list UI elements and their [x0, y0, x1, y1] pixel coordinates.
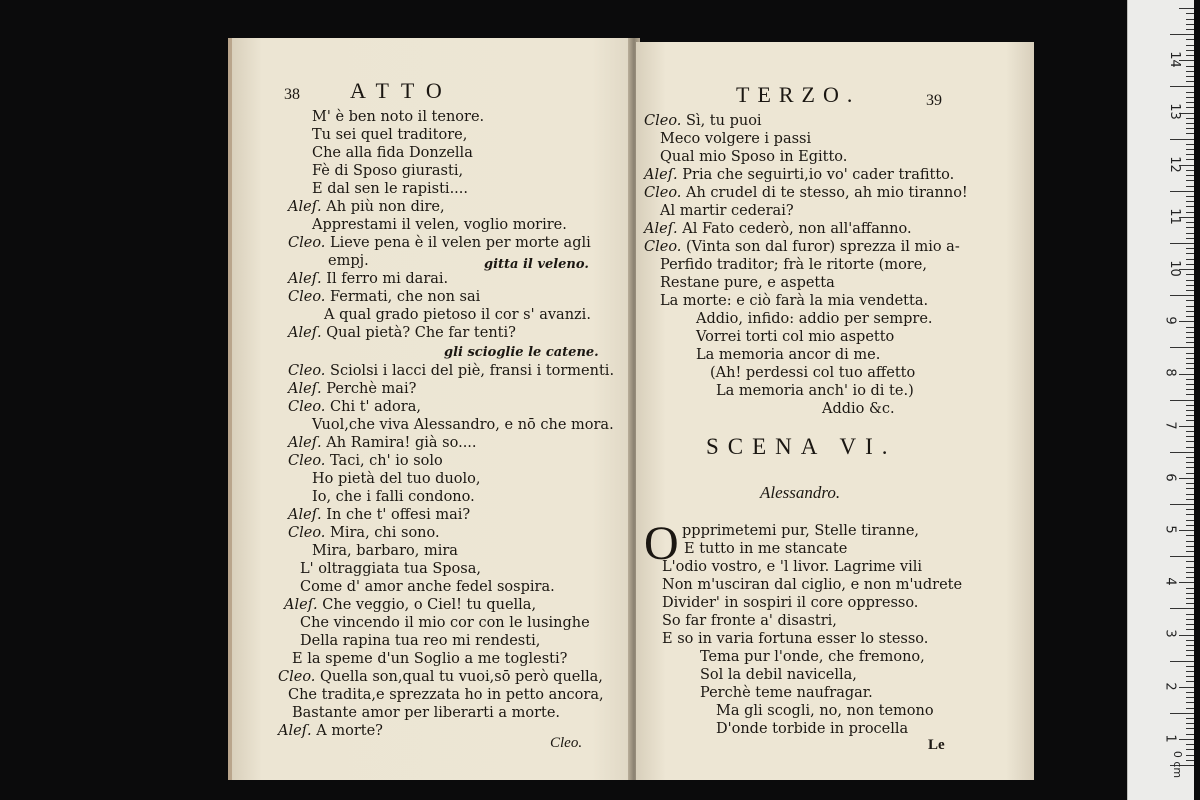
text-line: Aleſ. A morte? — [278, 723, 383, 739]
ruler-tick — [1186, 337, 1194, 338]
verse-line: Non m'usciran dal ciglio, e non m'udrete — [662, 577, 963, 593]
ruler-tick — [1179, 321, 1194, 322]
ruler-tick — [1186, 567, 1194, 568]
ruler-tick — [1179, 478, 1194, 479]
text-line: Aleſ. Perchè mai? — [288, 381, 417, 397]
ruler-tick — [1186, 473, 1194, 474]
ruler-tick — [1170, 243, 1194, 244]
ruler-label: 9 — [1162, 316, 1178, 325]
text-line: Cleo. Sciolsi i lacci del piè, fransi i tormenti. — [288, 363, 615, 379]
ruler-tick — [1179, 530, 1194, 531]
verse-line: ppprimetemi pur, Stelle tiranne, — [682, 523, 920, 539]
ruler-tick — [1186, 133, 1194, 134]
text-line: E la speme d'un Soglio a me toglesti? — [292, 651, 568, 667]
verse-line: Ma gli scogli, no, non temono — [716, 703, 934, 719]
ruler-tick — [1186, 384, 1194, 385]
ruler-tick — [1186, 734, 1194, 735]
ruler-label: 10 — [1166, 260, 1182, 277]
ruler-tick — [1186, 290, 1194, 291]
ruler-tick — [1186, 394, 1194, 395]
ruler-tick — [1186, 697, 1194, 698]
ruler-tick — [1170, 713, 1194, 714]
text-line: Aleſ. Ah Ramira! già so.... — [288, 435, 477, 451]
ruler-label: 7 — [1162, 420, 1178, 430]
ruler-tick — [1186, 175, 1194, 176]
ruler-tick — [1186, 462, 1194, 463]
text-line: Vorrei torti col mio aspetto — [696, 329, 895, 345]
ruler-tick — [1186, 186, 1194, 187]
ruler-tick — [1186, 300, 1194, 301]
ruler-tick — [1186, 572, 1194, 573]
text-line: Bastante amor per liberarti a morte. — [292, 705, 561, 721]
ruler-tick — [1186, 588, 1194, 589]
verse-line: So far fronte a' disastri, — [662, 613, 837, 629]
ruler-label: 11 — [1166, 208, 1182, 225]
ruler-tick — [1186, 551, 1194, 552]
ruler-tick — [1186, 415, 1194, 416]
verse-line: Divider' in sospiri il core oppresso. — [662, 595, 919, 611]
ruler-tick — [1186, 509, 1194, 510]
ruler-tick — [1186, 379, 1194, 380]
ruler-tick — [1186, 520, 1194, 521]
ruler-label: 6 — [1162, 473, 1178, 482]
character-name: Alessandro. — [760, 483, 841, 502]
text-line: Mira, barbaro, mira — [312, 543, 458, 559]
ruler-tick — [1186, 206, 1194, 207]
ruler-tick — [1186, 332, 1194, 333]
text-line: Tu sei quel traditore, — [312, 127, 468, 143]
ruler-tick — [1186, 102, 1194, 103]
ruler-label: 1 — [1162, 734, 1178, 743]
text-line: Cleo. Quella son,qual tu vuoi,sō però quella, — [278, 669, 603, 685]
text-line: Aleſ. Che veggio, o Ciel! tu quella, — [284, 597, 537, 613]
text-line: La memoria anch' io di te.) — [716, 383, 914, 399]
ruler-tick — [1179, 687, 1194, 688]
text-line: La morte: e ciò farà la mia vendetta. — [660, 293, 929, 309]
ruler-tick — [1186, 55, 1194, 56]
text-line: Che vincendo il mio cor con le lusinghe — [300, 615, 590, 631]
ruler-tick — [1186, 248, 1194, 249]
text-line: Fè di Sposo giurasti, — [312, 163, 464, 179]
ruler-tick — [1170, 608, 1194, 609]
ruler-tick — [1186, 692, 1194, 693]
ruler-tick — [1186, 755, 1194, 756]
stage-direction: gitta il veleno. — [484, 257, 589, 272]
ruler-label: 14 — [1166, 51, 1182, 68]
ruler-tick — [1186, 650, 1194, 651]
ruler-tick — [1186, 624, 1194, 625]
ruler-tick — [1186, 274, 1194, 275]
ruler-tick — [1186, 107, 1194, 108]
ruler-tick — [1186, 546, 1194, 547]
ruler-tick — [1186, 666, 1194, 667]
catchword: Cleo. — [550, 735, 583, 751]
ruler-tick — [1186, 222, 1194, 223]
text-line: Cleo. Ah crudel di te stesso, ah mio tiranno! — [644, 185, 968, 201]
text-line: Addio &c. — [822, 401, 895, 417]
text-line: Cleo. Sì, tu puoi — [644, 113, 762, 129]
ruler-tick — [1186, 353, 1194, 354]
ruler-label: 13 — [1166, 103, 1182, 121]
text-line: M' è ben noto il tenore. — [312, 109, 485, 125]
ruler-tick — [1186, 24, 1194, 25]
ruler-tick — [1186, 457, 1194, 458]
ruler-tick — [1186, 447, 1194, 448]
scene-title: SCENA VI. — [706, 434, 897, 459]
ruler-tick — [1186, 561, 1194, 562]
verse-line: Tema pur l'onde, che fremono, — [700, 649, 925, 665]
ruler-tick — [1170, 504, 1194, 505]
ruler-tick — [1186, 19, 1194, 20]
ruler-tick — [1186, 499, 1194, 500]
ruler-tick — [1186, 436, 1194, 437]
ruler-tick — [1186, 39, 1194, 40]
ruler-tick — [1186, 681, 1194, 682]
ruler-tick — [1186, 420, 1194, 421]
ruler-tick — [1186, 598, 1194, 599]
ruler-tick — [1170, 347, 1194, 348]
verse-line: Perchè teme naufragar. — [700, 685, 873, 701]
text-line: Addio, infido: addio per sempre. — [696, 311, 933, 327]
ruler-label: 5 — [1162, 525, 1178, 534]
ruler-tick — [1179, 374, 1194, 375]
ruler-tick — [1186, 645, 1194, 646]
text-line: Aleſ. Il ferro mi darai. — [288, 271, 449, 287]
ruler-tick — [1186, 488, 1194, 489]
ruler-tick — [1186, 123, 1194, 124]
page-number: 38 — [284, 86, 300, 103]
ruler-tick — [1186, 577, 1194, 578]
ruler-tick — [1170, 139, 1194, 140]
text-line: Qual mio Sposo in Egitto. — [660, 149, 848, 165]
ruler-tick — [1186, 128, 1194, 129]
ruler-tick — [1186, 306, 1194, 307]
text-line: La memoria ancor di me. — [696, 347, 881, 363]
ruler-tick — [1186, 180, 1194, 181]
text-line: Restane pure, e aspetta — [660, 275, 835, 291]
ruler-tick — [1186, 760, 1194, 761]
text-line: Che tradita,e sprezzata ho in petto ancora, — [288, 687, 604, 703]
ruler-label: 12 — [1166, 155, 1182, 173]
verse-line: E tutto in me stancate — [684, 541, 848, 557]
ruler-tick — [1186, 718, 1194, 719]
text-line: Al martir cederai? — [660, 203, 794, 219]
ruler-tick — [1186, 97, 1194, 98]
ruler-tick — [1186, 342, 1194, 343]
ruler-tick — [1170, 191, 1194, 192]
text-line: L' oltraggiata tua Sposa, — [300, 561, 481, 577]
ruler-tick — [1186, 358, 1194, 359]
ruler-tick — [1186, 50, 1194, 51]
text-line: Aleſ. Qual pietà? Che far tenti? — [288, 325, 516, 341]
verse-line: Sol la debil navicella, — [700, 667, 857, 683]
ruler-tick — [1186, 238, 1194, 239]
ruler-tick — [1186, 13, 1194, 14]
ruler-tick — [1186, 227, 1194, 228]
ruler-tick — [1186, 285, 1194, 286]
running-head: ATTO — [350, 78, 454, 103]
ruler-tick — [1186, 405, 1194, 406]
ruler-tick — [1186, 676, 1194, 677]
ruler-tick — [1186, 640, 1194, 641]
measuring-ruler — [1127, 0, 1194, 800]
ruler-tick — [1179, 582, 1194, 583]
right-page — [636, 42, 1034, 780]
ruler-tick — [1186, 201, 1194, 202]
ruler-tick — [1186, 144, 1194, 145]
text-line: Cleo. Fermati, che non sai — [288, 289, 481, 305]
ruler-tick — [1186, 655, 1194, 656]
ruler-tick — [1186, 316, 1194, 317]
ruler-tick — [1186, 483, 1194, 484]
ruler-label: 2 — [1162, 681, 1178, 691]
running-head: TERZO. — [736, 82, 861, 107]
ruler-tick — [1186, 593, 1194, 594]
ruler-tick — [1186, 410, 1194, 411]
text-line: E dal sen le rapisti.... — [312, 181, 469, 197]
ruler-tick — [1186, 749, 1194, 750]
ruler-tick — [1170, 295, 1194, 296]
ruler-tick — [1170, 556, 1194, 557]
ruler-tick — [1170, 661, 1194, 662]
ruler-tick — [1186, 154, 1194, 155]
text-line: Cleo. (Vinta son dal furor) sprezza il mio a- — [644, 239, 960, 255]
ruler-tick — [1186, 363, 1194, 364]
ruler-tick — [1186, 81, 1194, 82]
ruler-tick — [1179, 8, 1194, 9]
ruler-tick — [1186, 431, 1194, 432]
ruler-tick — [1186, 494, 1194, 495]
ruler-unit-label: 0 cm — [1171, 750, 1185, 779]
ruler-tick — [1186, 671, 1194, 672]
text-line: Perfido traditor; frà le ritorte (more, — [660, 257, 927, 273]
text-line: A qual grado pietoso il cor s' avanzi. — [324, 307, 591, 323]
page-number: 39 — [926, 92, 942, 109]
ruler-tick — [1179, 635, 1194, 636]
ruler-tick — [1186, 118, 1194, 119]
ruler-tick — [1186, 212, 1194, 213]
ruler-tick — [1186, 264, 1194, 265]
ruler-tick — [1186, 614, 1194, 615]
ruler-tick — [1186, 619, 1194, 620]
text-line: empj. — [328, 253, 369, 269]
ruler-tick — [1186, 603, 1194, 604]
ruler-tick — [1186, 629, 1194, 630]
ruler-tick — [1186, 76, 1194, 77]
ruler-tick — [1170, 86, 1194, 87]
text-line: Aleſ. Ah più non dire, — [288, 199, 445, 215]
ruler-tick — [1186, 45, 1194, 46]
ruler-tick — [1186, 368, 1194, 369]
ruler-tick — [1186, 253, 1194, 254]
ruler-tick — [1186, 327, 1194, 328]
text-line: Io, che i falli condono. — [312, 489, 475, 505]
ruler-tick — [1186, 525, 1194, 526]
ruler-tick — [1186, 744, 1194, 745]
ruler-tick — [1186, 280, 1194, 281]
catchword: Le — [928, 737, 945, 753]
ruler-tick — [1186, 149, 1194, 150]
text-line: Aleſ. In che t' offesi mai? — [288, 507, 471, 523]
text-line: Cleo. Chi t' adora, — [288, 399, 421, 415]
text-line: Che alla fida Donzella — [312, 145, 473, 161]
drop-cap: O — [644, 517, 679, 570]
ruler-tick — [1179, 426, 1194, 427]
ruler-tick — [1186, 29, 1194, 30]
ruler-tick — [1186, 66, 1194, 67]
text-line: (Ah! perdessi col tuo affetto — [710, 365, 916, 381]
verse-line: L'odio vostro, e 'l livor. Lagrime vili — [662, 559, 923, 575]
ruler-tick — [1186, 441, 1194, 442]
ruler-tick — [1186, 92, 1194, 93]
text-line: Aleſ. Al Fato cederò, non all'affanno. — [644, 221, 912, 237]
text-line: Meco volgere i passi — [660, 131, 812, 147]
stage-direction: gli scioglie le catene. — [444, 345, 599, 360]
text-line: Come d' amor anche fedel sospira. — [300, 579, 555, 595]
ruler-tick — [1186, 311, 1194, 312]
ruler-tick — [1186, 467, 1194, 468]
ruler-tick — [1186, 708, 1194, 709]
ruler-tick — [1186, 535, 1194, 536]
text-line: Aleſ. Pria che seguirti,io vo' cader trafitto. — [644, 167, 955, 183]
text-line: Cleo. Mira, chi sono. — [288, 525, 440, 541]
ruler-tick — [1170, 34, 1194, 35]
verse-line: D'onde torbide in procella — [716, 721, 909, 737]
ruler-tick — [1186, 159, 1194, 160]
text-line: Ho pietà del tuo duolo, — [312, 471, 481, 487]
ruler-tick — [1186, 541, 1194, 542]
ruler-tick — [1186, 723, 1194, 724]
ruler-tick — [1170, 452, 1194, 453]
verse-line: E so in varia fortuna esser lo stesso. — [662, 631, 929, 647]
ruler-tick — [1186, 389, 1194, 390]
ruler-tick — [1186, 514, 1194, 515]
text-line: Della rapina tua reo mi rendesti, — [300, 633, 541, 649]
ruler-tick — [1186, 170, 1194, 171]
ruler-tick — [1186, 728, 1194, 729]
ruler-tick — [1186, 259, 1194, 260]
ruler-label: 8 — [1162, 368, 1178, 378]
text-line: Cleo. Lieve pena è il velen per morte agli — [288, 235, 591, 251]
ruler-tick — [1186, 196, 1194, 197]
ruler-tick — [1186, 233, 1194, 234]
ruler-tick — [1179, 739, 1194, 740]
left-page — [228, 38, 633, 780]
text-line: Cleo. Taci, ch' io solo — [288, 453, 443, 469]
ruler-tick — [1186, 71, 1194, 72]
ruler-label: 4 — [1162, 577, 1178, 586]
text-line: Vuol,che viva Alessandro, e nō che mora. — [312, 417, 614, 433]
ruler-tick — [1170, 400, 1194, 401]
ruler-label: 3 — [1162, 629, 1178, 639]
ruler-tick — [1186, 702, 1194, 703]
text-line: Apprestami il velen, voglio morire. — [312, 217, 567, 233]
